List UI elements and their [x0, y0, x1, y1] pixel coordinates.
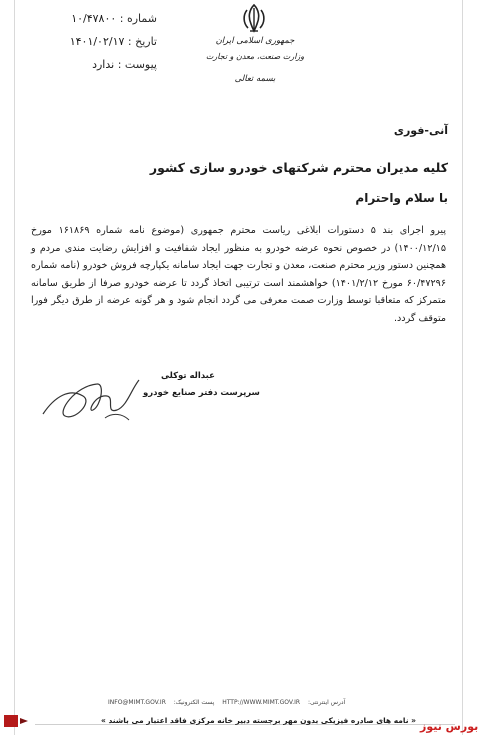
footer-note: « نامه های صادره فیزیکی بدون مهر برجسته دبیر خانه مرکزی فاقد اعتبار می باشند »: [101, 716, 416, 725]
urgency-label: آنی-فوری: [393, 124, 448, 137]
iran-emblem-icon: [239, 2, 269, 34]
red-stamp-icon: [0, 712, 30, 730]
letter-date-label: تاریخ :: [127, 35, 157, 48]
letter-attachment-label: پیوست :: [117, 58, 157, 71]
letter-body: پیرو اجرای بند ۵ دستورات ابلاغی ریاست محترم جمهوری (موضوع نامه شماره ۱۶۱۸۶۹ مورخ ۱۴۰۰/۱۲/۱۵) در خصوص نحوه عرضه خودرو به منظور ایجاد شفافیت و افزایش رضایت مندی مردم و همچنین دستور وزیر محترم صنعت، معدن و تجارت جهت ایجاد سامانه یکپارچه فروش خودرو (نامه شماره ۶۰/۴۷۲۹۶ مورخ ۱۴۰۱/۲/۱۲) خواهشمند است ترتیبی اتخاذ گردد تا عرضه خودرو صرفا از طریق سامانه متمرکز که متعاقبا توسط وزارت صمت معرفی می گردد انجام شود و هر گونه عرضه از طرق دیگر فورا متوقف گردد.: [31, 225, 446, 324]
letter-number: [37, 12, 157, 26]
footer-email: INFO@MIMT.GOV.IR: [108, 699, 166, 706]
letter-number-value: ۱۰/۴۷۸۰۰: [71, 12, 117, 25]
signer-name: عبداله توکلی: [161, 371, 215, 381]
footer-address-label: آدرس اینترنتی:: [308, 699, 346, 706]
republic-heading: جمهوری اسلامی ایران: [215, 36, 295, 46]
letter-date: [37, 35, 157, 49]
greeting-line: با سلام واحترام: [355, 191, 448, 205]
footer-contact: [105, 699, 348, 706]
letter-page: [14, 0, 463, 735]
signer-title: سرپرست دفتر صنایع خودرو: [143, 388, 260, 398]
signature-icon: [35, 366, 155, 436]
letter-attachment: [37, 58, 157, 72]
recipient-line: کلیه مدیران محترم شرکتهای خودرو سازی کشور: [149, 160, 448, 175]
ministry-heading: وزارت صنعت، معدن و تجارت: [205, 52, 305, 61]
letter-date-value: ۱۴۰۱/۰۲/۱۷: [69, 35, 125, 48]
letter-number-label: شماره :: [119, 12, 157, 25]
watermark-logo: بورس نیوز: [420, 720, 479, 733]
letter-attachment-value: ندارد: [92, 58, 115, 71]
bismillah-heading: بسمه تعالی: [234, 74, 276, 84]
footer-email-label: پست الکترونیک:: [173, 699, 215, 706]
footer-website: HTTP://WWW.MIMT.GOV.IR: [222, 699, 301, 706]
